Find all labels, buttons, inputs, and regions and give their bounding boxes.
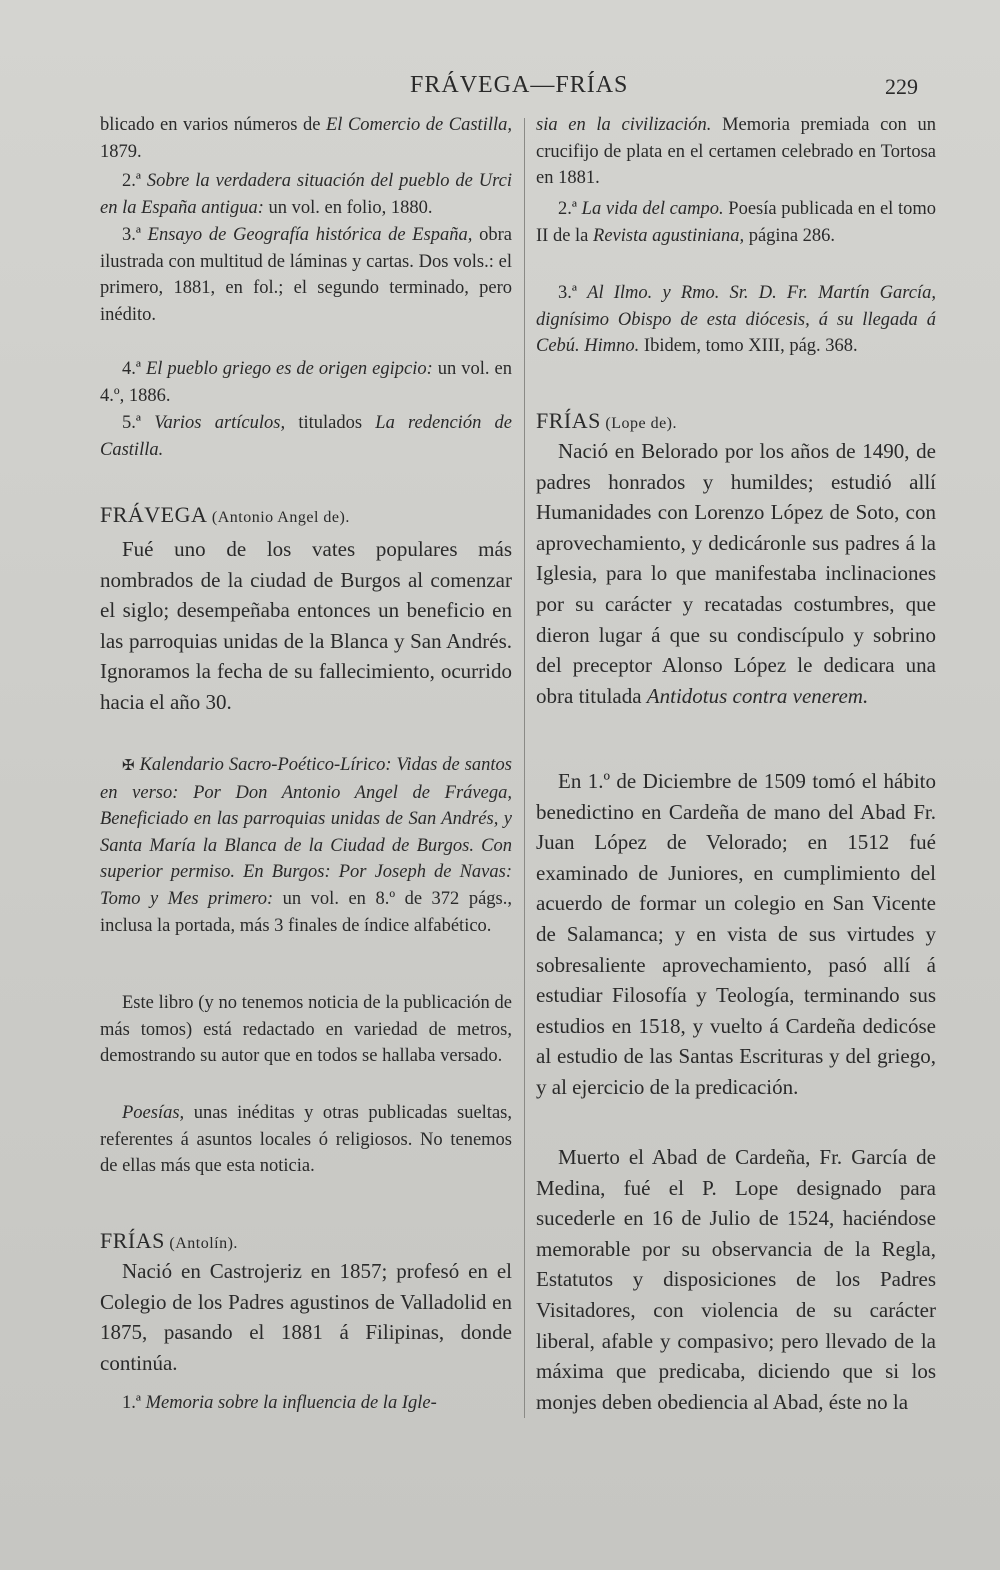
- work-item: 1.ª Memoria sobre la influencia de la Igle-: [122, 1393, 437, 1413]
- entry-heading: FRÍAS (Antolín).: [100, 1228, 238, 1253]
- entry-paragraph: Poesías, unas inéditas y otras publicadas sueltas, referentes á asuntos locales ó religiosos. No tenemos de ellas más que esta noticia.: [100, 1103, 512, 1177]
- cross-icon: ✠: [122, 758, 135, 774]
- left-column: [100, 112, 512, 1420]
- entry-paragraph: Muerto el Abad de Cardeña, Fr. García de Medina, fué el P. Lope designado para sucederle en 16 de Julio de 1524, haciéndose memorable por su observancia de la Regla, Estatutos y disposiciones de los Padres Visitadores, con violencia de su carácter liberal, afable y compasivo; pero llevado de la máxima que predicaba, diciendo que si los monjes deben obediencia al Abad, éste no la: [536, 1145, 936, 1414]
- entry-continuation: sia en la civilización. Memoria premiada con un crucifijo de plata en el certamen celebrado en Tortosa en 1881.: [536, 115, 936, 189]
- entry-paragraph: Nació en Castrojeriz en 1857; profesó en el Colegio de los Padres agustinos de Valladolid en 1875, pasando el 1881 á Filipinas, donde continúa.: [100, 1259, 512, 1375]
- work-item: 5.ª Varios artículos, titulados La redención de Castilla.: [100, 413, 512, 460]
- entry-paragraph: Fué uno de los vates populares más nombrados de la ciudad de Burgos al comenzar el siglo; desempeñaba entonces un beneficio en las parroquias unidas de la Blanca y San Andrés. Ignoramos la fecha de su fallecimiento, ocurrido hacia el año 30.: [100, 537, 512, 714]
- entry-paragraph: Nació en Belorado por los años de 1490, de padres honrados y humildes; estudió allí Humanidades con Lorenzo López de Soto, con aprovechamiento, y dedicáronle sus padres á la Iglesia, para lo que manifestaba inclinaciones por su carácter y recatadas costumbres, que dieron lugar á que su condiscípulo y sobrino del preceptor Alonso López le dedicara una obra titulada Antidotus contra venerem.: [536, 439, 936, 708]
- column-divider: [524, 118, 525, 1418]
- entry-paragraph: Este libro (y no tenemos noticia de la publicación de más tomos) está redactado en variedad de metros, demostrando su autor que en todos se hallaba versado.: [100, 993, 512, 1067]
- work-item: 2.ª La vida del campo. Poesía publicada en el tomo II de la Revista agustiniana, página 286.: [536, 199, 937, 246]
- running-head: FRÁVEGA—FRÍAS: [410, 72, 629, 98]
- entry-paragraph: En 1.º de Diciembre de 1509 tomó el hábito benedictino en Cardeña de mano del Abad Fr. Juan López de Velorado; en 1512 fué examinado de Juniores, en cumplimiento del acuerdo de formar un colegio en San Vicente de Salamanca; y en vista de sus virtudes y sobresaliente aprovechamiento, pasó allí á estudiar Filosofía y Teología, terminando sus estudios en 1518, y vuelto á Cardeña dedicóse al estudio de las Santas Escrituras y del griego, y al ejercicio de la predicación.: [536, 769, 936, 1099]
- right-column: [536, 112, 936, 1432]
- work-item: 3.ª Ensayo de Geografía histórica de España, obra ilustrada con multitud de láminas y cartas. Dos vols.: el primero, 1881, en fol.; el segundo terminado, pero inédito.: [100, 225, 512, 325]
- work-item: 3.ª Al Ilmo. y Rmo. Sr. D. Fr. Martín García, dignísimo Obispo de esta diócesis, á su llegada á Cebú. Himno. Ibidem, tomo XIII, pág. 368.: [536, 283, 937, 357]
- work-item: 2.ª Sobre la verdadera situación del pueblo de Urci en la España antigua: un vol. en folio, 1880.: [100, 171, 512, 218]
- page-number: 229: [885, 74, 918, 99]
- entry-heading: FRÍAS (Lope de).: [536, 408, 677, 433]
- entry-heading: FRÁVEGA (Antonio Angel de).: [100, 502, 350, 527]
- bibliographic-item: ✠ Kalendario Sacro-Poético-Lírico: Vidas de santos en verso: Por Don Antonio Angel de Frávega, Beneficiado en las parroquias unidas de San Andrés, y Santa María la Blanca de la Ciudad de Burgos. Con superior permiso. En Burgos: Por Joseph de Navas: Tomo y Mes primero: un vol. en 8.º de 372 págs., inclusa la portada, más 3 finales de índice alfabético.: [100, 755, 512, 936]
- entry-continuation: blicado en varios números de El Comercio de Castilla, 1879.: [100, 115, 512, 162]
- page-header: [0, 72, 1000, 106]
- work-item: 4.ª El pueblo griego es de origen egipcio: un vol. en 4.º, 1886.: [100, 359, 512, 406]
